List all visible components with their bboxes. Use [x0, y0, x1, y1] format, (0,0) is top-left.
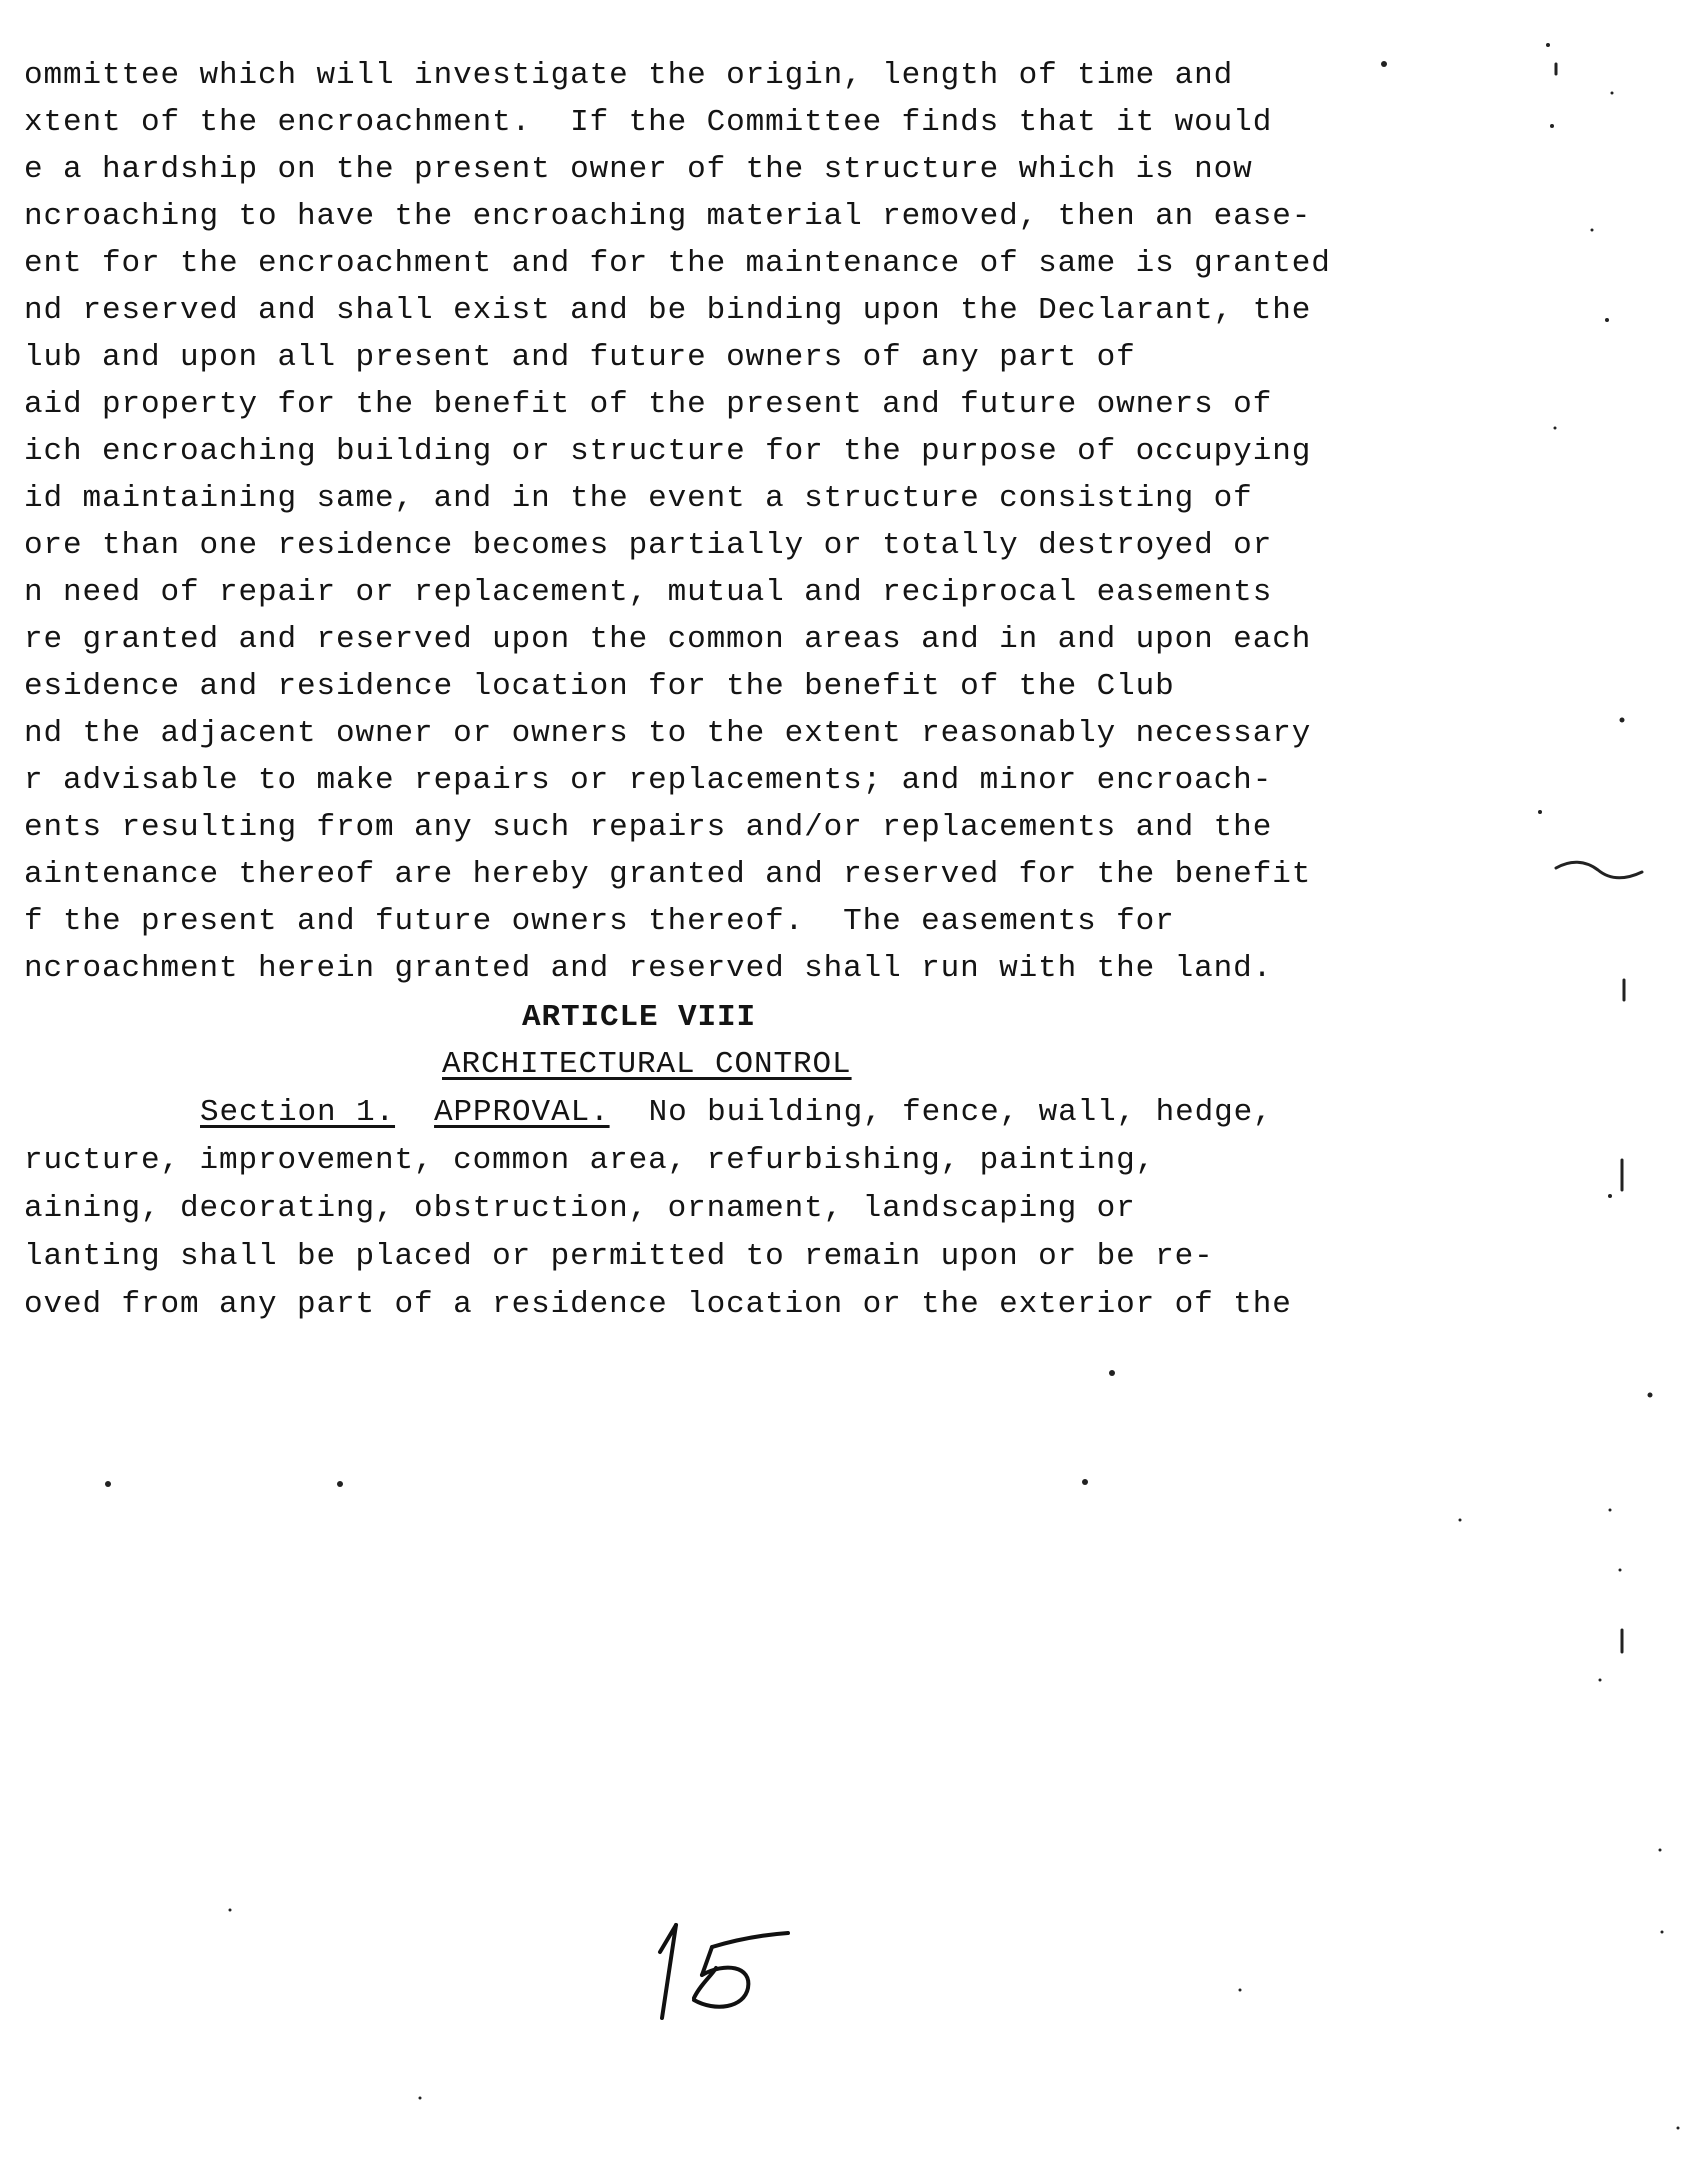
article-number: ARTICLE VIII: [522, 1000, 757, 1035]
body-line-17: ents resulting from any such repairs and/or replacements and the: [24, 810, 1273, 845]
body-line-18: aintenance thereof are hereby granted and reserved for the benefit: [24, 857, 1312, 892]
body-line-3: e a hardship on the present owner of the structure which is now: [24, 152, 1253, 187]
section-line-2: ructure, improvement, common area, refurbishing, painting,: [24, 1143, 1156, 1178]
body-line-13: re granted and reserved upon the common areas and in and upon each: [24, 622, 1312, 657]
body-line-16: r advisable to make repairs or replacements; and minor encroach-: [24, 763, 1273, 798]
body-line-20: ncroachment herein granted and reserved shall run with the land.: [24, 951, 1273, 986]
body-line-14: esidence and residence location for the benefit of the Club: [24, 669, 1175, 704]
body-line-9: ich encroaching building or structure for the purpose of occupying: [24, 434, 1312, 469]
section-heading: APPROVAL.: [434, 1095, 610, 1130]
body-line-12: n need of repair or replacement, mutual and reciprocal easements: [24, 575, 1273, 610]
body-line-15: nd the adjacent owner or owners to the extent reasonably necessary: [24, 716, 1312, 751]
section-line-3: aining, decorating, obstruction, ornament, landscaping or: [24, 1191, 1136, 1226]
body-line-10: id maintaining same, and in the event a structure consisting of: [24, 481, 1253, 516]
body-line-19: f the present and future owners thereof. The easements for: [24, 904, 1175, 939]
section-line-4: lanting shall be placed or permitted to remain upon or be re-: [24, 1239, 1214, 1274]
section-first-line-text: No building, fence, wall, hedge,: [609, 1095, 1273, 1130]
body-line-7: lub and upon all present and future owners of any part of: [24, 340, 1136, 375]
body-line-8: aid property for the benefit of the present and future owners of: [24, 387, 1273, 422]
section-line-5: oved from any part of a residence location or the exterior of the: [24, 1287, 1292, 1322]
body-line-11: ore than one residence becomes partially or totally destroyed or: [24, 528, 1273, 563]
body-line-1: ommittee which will investigate the origin, length of time and: [24, 58, 1234, 93]
article-title: ARCHITECTURAL CONTROL: [442, 1047, 852, 1082]
body-line-5: ent for the encroachment and for the maintenance of same is granted: [24, 246, 1331, 281]
body-line-4: ncroaching to have the encroaching material removed, then an ease-: [24, 199, 1312, 234]
body-line-2: xtent of the encroachment. If the Committee finds that it would: [24, 105, 1273, 140]
section-label: Section 1.: [200, 1095, 396, 1130]
body-line-6: nd reserved and shall exist and be binding upon the Declarant, the: [24, 293, 1312, 328]
